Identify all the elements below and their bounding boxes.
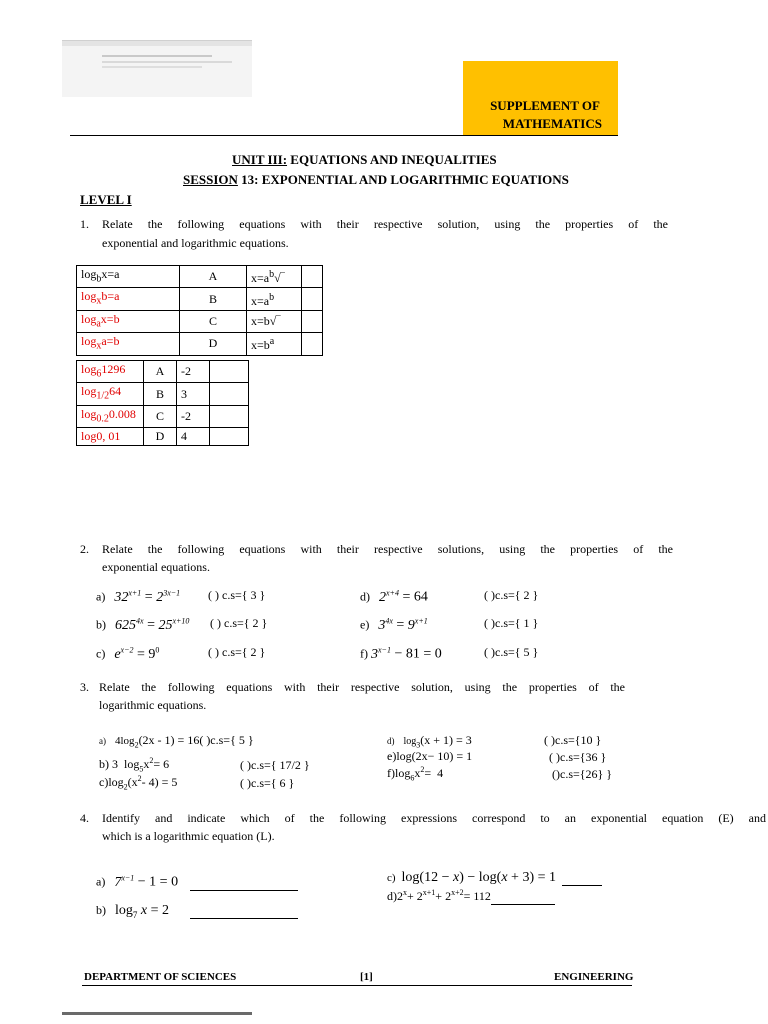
q2-number: 2. [80,542,89,556]
q3-item-e-answer: ( )c.s={36 } [549,750,607,764]
badge-line1: SUPPLEMENT OF [490,98,600,113]
q1-line2: exponential and logarithmic equations. [102,236,289,250]
q2-item-b-answer: ( ) c.s={ 2 } [210,616,268,630]
table-cell: $\log_ax=b$ [77,310,180,332]
table-cell: $\log_xa=b$ [77,333,180,355]
q2-item-a-answer: ( ) c.s={ 3 } [208,588,266,602]
q4-number: 4. [80,811,89,825]
table-cell: -2 [177,405,210,427]
table-cell[interactable] [302,310,323,332]
supplement-badge [463,61,618,135]
answer-blank[interactable] [491,889,555,905]
table-cell[interactable] [210,383,249,405]
q3-number: 3. [80,680,89,694]
table-cell[interactable] [210,428,249,446]
q3-item-d: d) $\log_3(x + 1) = 3$ [387,733,472,750]
q4-line1: Identify and indicate which of the following expressions correspond to an exponential equation (E) and [102,811,766,825]
table-cell: $\log_{1/2}64$ [77,383,144,405]
q4-item-a: a) $7^{x-1} - 1 = 0$ [96,873,298,891]
table-cell: $x=a^b√‾$ [247,266,302,288]
table-cell: -2 [177,361,210,383]
q3-item-c: $c)\log_2(x^2-$ 4) = 5 [99,774,178,792]
q3-item-d-answer: ( )c.s={10 } [544,733,602,747]
table-cell: A [144,361,177,383]
q3-line2: logarithmic equations. [99,698,207,712]
q2-line1: Relate the following equations with their respective solutions, using the properties of the [102,542,673,556]
table-cell: $\log_bx=a$ [77,266,180,288]
table-cell: x=b√‾ [247,310,302,332]
q4-item-d: $d)2^x+ 2^{x+1}+ 2^{x+2}= 112$ [387,888,555,905]
q2-item-e-answer: ( )c.s={ 1 } [484,616,539,630]
table-row [77,310,323,332]
table-row [77,288,323,310]
q2-line2: exponential equations. [102,560,210,574]
q4-item-b: b) $\log_7 x = 2$ [96,903,298,920]
table-cell[interactable] [302,288,323,310]
q1-number: 1. [80,217,89,231]
session-title: SESSION 13: EXPONENTIAL AND LOGARITHMIC EQUATIONS [183,172,569,187]
table-row [77,383,249,405]
table-cell: 3 [177,383,210,405]
answer-blank[interactable] [190,903,298,919]
q2-item-c: c) $e^{x-2} = 9^0$ [96,645,160,662]
table-cell: $\log_61296$ [77,361,144,383]
table-cell: $\log_{0.2}0.008$ [77,405,144,427]
header-rule [70,135,618,136]
badge-line2: MATHEMATICS [502,116,602,131]
table-cell: $\log_xb=a$ [77,288,180,310]
table-cell[interactable] [302,266,323,288]
level-title: LEVEL I [80,192,132,207]
q3-item-a: a) $4\log_2(2x - 1) = 16$( )c.s={ 5 } [99,733,254,750]
footer-engineering: ENGINEERING [554,971,634,983]
q2-item-d-answer: ( )c.s={ 2 } [484,588,539,602]
table-row [77,361,249,383]
q2-item-a: a) $32^{x+1} = 2^{3x-1}$ [96,588,181,605]
table-row [77,428,249,446]
q3-item-c-answer: ( )c.s={ 6 } [240,776,295,790]
table-cell: B [144,383,177,405]
table-cell: D [144,428,177,446]
q2-item-f: f) $3^{x-1} - 81 = 0$ [360,645,442,662]
table-cell[interactable] [302,333,323,355]
table-row [77,266,323,288]
table-cell: log0, 01 [77,428,144,446]
unit-title: UNIT III: EQUATIONS AND INEQUALITIES [232,152,497,167]
q2-item-d: d) $2^{x+4} = 64$ [360,588,428,605]
answer-blank[interactable] [190,875,298,891]
table-cell: A [180,266,247,288]
table-cell: $x=a^b$ [247,288,302,310]
footer-page-number: [1] [360,971,373,983]
table-cell[interactable] [210,405,249,427]
q3-line1: Relate the following equations with their respective solution, using the properties of the [99,680,625,694]
q1-table1 [76,265,323,356]
footer-department: DEPARTMENT OF SCIENCES [84,971,237,983]
q2-item-b: b) $625^{4x} = 25^{x+10}$ [96,616,190,633]
q4-line2: which is a logarithmic equation (L). [102,829,275,843]
q3-item-f-answer: ()c.s={26} } [552,767,613,781]
q2-item-e: e) $3^{4x} = 9^{x+1}$ [360,616,428,633]
table-cell: C [144,405,177,427]
q4-item-c: c) log(12 − x) − log(x + 3) = 1 [387,870,602,886]
q3-item-b: b) 3 $\log_5x^2= 6$ [99,756,170,774]
table-row [77,333,323,355]
table-cell: $x=b^a$ [247,333,302,355]
table-row [77,405,249,427]
q3-item-e: e)log(2x− 10) = 1 [387,749,473,763]
table-cell: D [180,333,247,355]
q3-item-f: $f)\log_6x^2= 4$ [387,765,444,783]
q1-table2 [76,360,249,446]
q1-line1: Relate the following equations with their respective solution, using the properties of the [102,217,668,231]
table-cell: C [180,310,247,332]
q2-item-c-answer: ( ) c.s={ 2 } [208,645,266,659]
table-cell[interactable] [210,361,249,383]
q2-item-f-answer: ( )c.s={ 5 } [484,645,539,659]
q3-item-b-answer: ( )c.s={ 17/2 } [240,758,310,772]
screenshot-thumbnail [62,40,252,97]
answer-blank[interactable] [562,870,602,886]
table-cell: 4 [177,428,210,446]
footer-rule [82,985,632,986]
table-cell: B [180,288,247,310]
